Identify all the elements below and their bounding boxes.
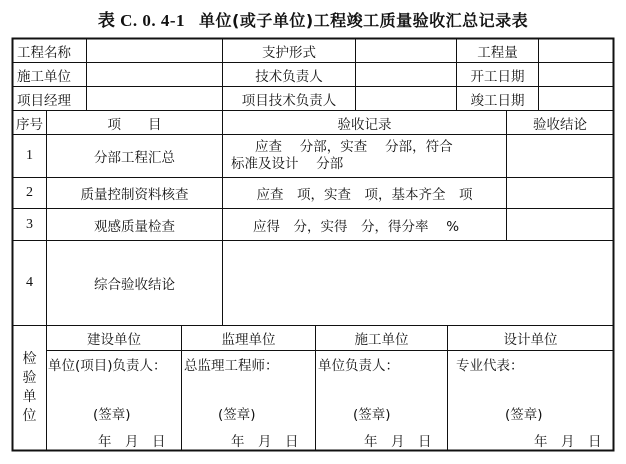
row-3-conclusion[interactable] <box>507 209 613 240</box>
row-2-conclusion[interactable] <box>507 178 613 208</box>
row-1-record-line2: 标准及设计 分部 <box>231 156 344 172</box>
row-2-item: 质量控制资料核查 <box>80 187 189 203</box>
field-support-form[interactable] <box>356 39 456 62</box>
label-tech-lead: 技术负责人 <box>255 68 323 85</box>
field-completion-date[interactable] <box>539 87 613 110</box>
label-support-form: 支护形式 <box>262 44 316 61</box>
unit-supervisor-seal: (签章) <box>218 407 256 423</box>
field-project-tech-lead[interactable] <box>356 87 456 110</box>
acceptance-label-char: 位 <box>22 408 37 424</box>
field-project-name[interactable] <box>87 39 222 62</box>
col-item: 项 目 <box>107 116 162 133</box>
field-tech-lead[interactable] <box>356 63 456 86</box>
col-seq: 序号 <box>16 116 43 133</box>
col-conclusion: 验收结论 <box>533 116 587 133</box>
unit-designer-seal: (签章) <box>505 407 543 423</box>
unit-contractor-signer[interactable]: 单位负责人： <box>318 358 399 374</box>
row-1-conclusion[interactable] <box>507 135 613 177</box>
label-construction-unit: 施工单位 <box>17 68 71 85</box>
label-project-tech-lead: 项目技术负责人 <box>241 92 337 109</box>
row-3-item: 观感质量检查 <box>94 218 175 235</box>
row-3-record[interactable]: 应得 分，实得 分，得分率 % <box>253 218 460 235</box>
field-start-date[interactable] <box>539 63 613 86</box>
label-start-date: 开工日期 <box>470 68 525 85</box>
unit-contractor-name: 施工单位 <box>354 332 409 348</box>
form-code: 表 C. 0. 4-1 <box>97 11 186 30</box>
row-1-record[interactable] <box>223 135 506 177</box>
label-project-name: 工程名称 <box>17 44 71 61</box>
acceptance-label-char: 检 <box>22 351 37 367</box>
unit-owner-date[interactable]: 年 月 日 <box>98 434 166 450</box>
row-1-no: 1 <box>26 148 33 163</box>
unit-designer-date[interactable]: 年 月 日 <box>534 434 602 450</box>
acceptance-label <box>13 326 46 450</box>
row-4-no: 4 <box>26 275 33 290</box>
field-project-manager[interactable] <box>87 87 222 110</box>
label-completion-date: 竣工日期 <box>470 92 525 109</box>
unit-contractor-date[interactable]: 年 月 日 <box>364 434 432 450</box>
unit-supervisor-date[interactable]: 年 月 日 <box>231 434 299 450</box>
field-quantity[interactable] <box>539 39 613 62</box>
row-2-record[interactable]: 应查 项，实查 项，基本齐全 项 <box>256 187 473 203</box>
unit-supervisor-name: 监理单位 <box>221 332 276 348</box>
row-2-no: 2 <box>26 185 33 200</box>
row-4-item: 综合验收结论 <box>94 277 175 293</box>
unit-contractor-seal: (签章) <box>353 407 391 423</box>
row-3-no: 3 <box>26 216 33 232</box>
row-4-conclusion[interactable] <box>223 241 613 325</box>
acceptance-label-char: 单 <box>22 389 37 405</box>
acceptance-label-char: 验 <box>22 370 37 386</box>
unit-owner-signer[interactable]: 单位(项目)负责人： <box>48 358 167 374</box>
label-quantity: 工程量 <box>477 44 518 61</box>
label-project-manager: 项目经理 <box>17 92 71 109</box>
unit-owner-seal: (签章) <box>93 407 131 423</box>
field-construction-unit[interactable] <box>87 63 222 86</box>
unit-designer-name: 设计单位 <box>503 332 558 348</box>
unit-designer-signer[interactable]: 专业代表： <box>456 358 524 374</box>
unit-supervisor-signer[interactable]: 总监理工程师： <box>184 358 279 374</box>
row-1-item: 分部工程汇总 <box>94 150 175 166</box>
row-1-record-line1: 应查 分部，实查 分部，符合 <box>255 139 453 155</box>
col-record: 验收记录 <box>337 116 392 133</box>
form-name: 单位(或子单位)工程竣工质量验收汇总记录表 <box>199 11 529 30</box>
unit-owner-name: 建设单位 <box>87 332 141 348</box>
